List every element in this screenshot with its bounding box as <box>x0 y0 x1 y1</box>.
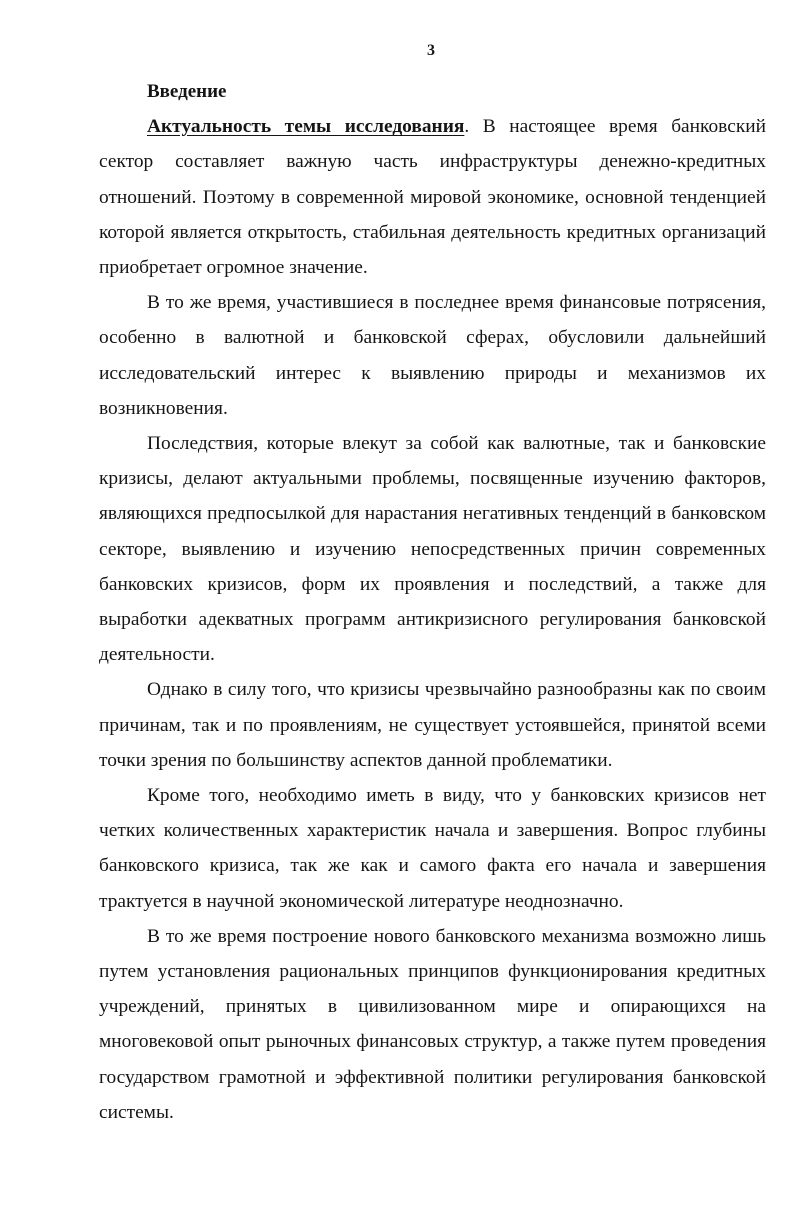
paragraph-text: . В настоящее время банковский сектор составляет важную часть инфраструктуры денежно-кредитных отношений. Поэтому в современной мировой экономике, основной тенденцией которой является открытость, стабильная деятельность кредитных организаций приобретает огромное значение. <box>99 116 766 279</box>
paragraph: В то же время, участившиеся в последнее время финансовые потрясения, особенно в валютной и банковской сферах, обусловили дальнейший исследовательский интерес к выявлению природы и механизмов их возникновения. <box>99 292 766 419</box>
paragraph-list <box>99 109 766 1130</box>
paragraph: Однако в силу того, что кризисы чрезвычайно разнообразны как по своим причинам, так и по проявлениям, не существует устоявшейся, принятой всеми точки зрения по большинству аспектов данной проблематики. <box>99 679 766 771</box>
document-body <box>99 74 766 1130</box>
relevance-heading: Актуальность темы исследования <box>147 116 465 138</box>
paragraph: В то же время построение нового банковского механизма возможно лишь путем установления рациональных принципов функционирования кредитных учреждений, принятых в цивилизованном мире и опирающихся на многовековой опыт рыночных финансовых структур, а также путем проведения государством грамотной и эффективной политики регулирования банковской системы. <box>99 925 766 1123</box>
paragraph-relevance <box>99 109 766 285</box>
paragraph: Последствия, которые влекут за собой как валютные, так и банковские кризисы, делают актуальными проблемы, посвященные изучению факторов, являющихся предпосылкой для нарастания негативных тенденций в банковском секторе, выявлению и изучению непосредственных причин современных банковских кризисов, форм их проявления и последствий, а также для выработки адекватных программ антикризисного регулирования банковской деятельности. <box>99 433 766 666</box>
page-number: 3 <box>427 42 435 59</box>
section-title: Введение <box>147 81 227 102</box>
paragraph: Кроме того, необходимо иметь в виду, что у банковских кризисов нет четких количественных характеристик начала и завершения. Вопрос глубины банковского кризиса, так же как и самого факта его начала и завершения трактуется в научной экономической литературе неоднозначно. <box>99 785 766 912</box>
